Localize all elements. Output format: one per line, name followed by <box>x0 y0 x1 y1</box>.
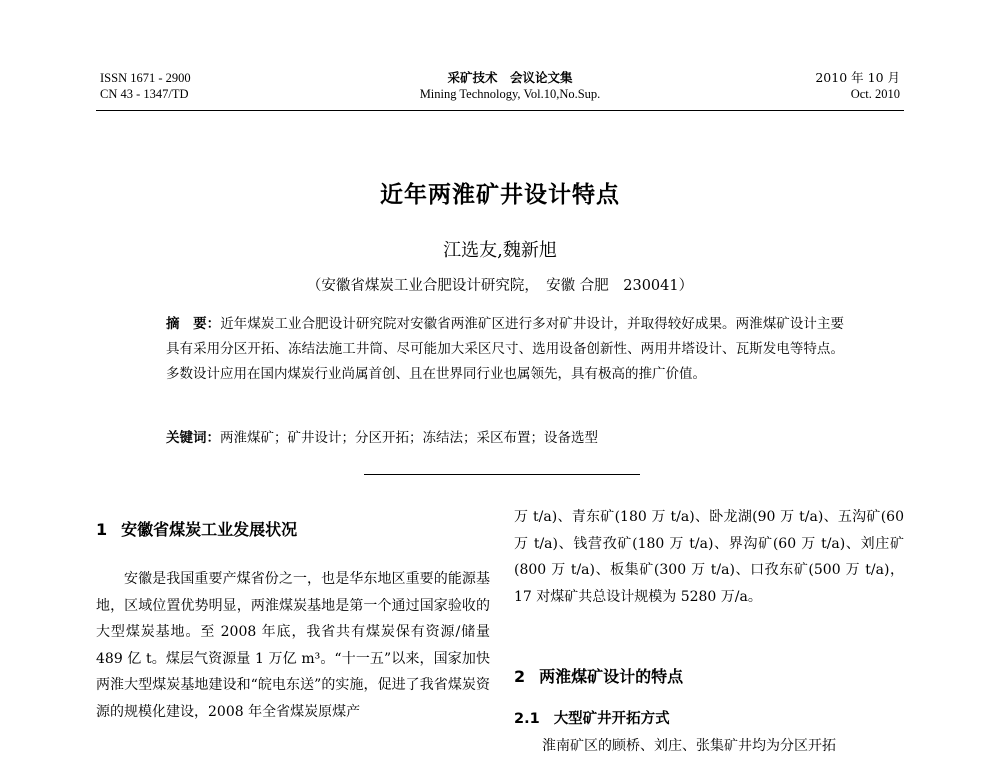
subsection-2-1-number: 2.1 <box>514 711 540 727</box>
keywords <box>166 426 844 451</box>
keywords-text: 两淮煤矿；矿井设计；分区开拓；冻结法；采区布置；设备选型 <box>220 430 598 446</box>
abstract <box>166 312 844 387</box>
journal-name-cn: 采矿技术 会议论文集 <box>447 70 573 85</box>
section-2-paragraph: 淮南矿区的顾桥、刘庄、张集矿井均为分区开拓 <box>542 738 836 754</box>
abstract-text: 近年煤炭工业合肥设计研究院对安徽省两淮矿区进行多对矿井设计，并取得较好成果。两淮煤矿设计主要具有采用分区开拓、冻结法施工井筒、尽可能加大采区尺寸、选用设备创新性、两用井塔设计、瓦斯发电等特点。多数设计应用在国内煤炭行业尚属首创、且在世界同行业也属领先，具有极高的推广价值。 <box>166 316 845 382</box>
date-en: Oct. 2010 <box>850 87 900 101</box>
issn: ISSN 1671 - 2900 <box>100 71 191 85</box>
subsection-2-1-heading <box>514 707 670 728</box>
abstract-label: 摘 要： <box>166 316 221 332</box>
section-1-paragraph: 安徽是我国重要产煤省份之一，也是华东地区重要的能源基地，区域位置优势明显，两淮煤炭基地是第一个通过国家验收的大型煤炭基地。至 2008 年底，我省共有煤炭保有资源/储量 489 亿 t。煤层气资源量 1 万亿 m³。“十一五”以来，国家加快两淮大型煤炭基地建设和“皖电东送”的实施，促进了我省煤炭资源的规模化建设，2008 年全省煤炭原煤产 <box>96 571 490 720</box>
cn-number: CN 43 - 1347/TD <box>100 87 189 101</box>
section-2-heading <box>514 664 683 687</box>
paper-title: 近年两淮矿井设计特点 <box>380 182 620 208</box>
left-column <box>96 566 490 725</box>
header-journal-block <box>380 70 640 102</box>
section-1-number: 1 <box>96 520 108 539</box>
abstract-divider <box>364 474 640 475</box>
right-column-continuation: 万 t/a)、青东矿(180 万 t/a)、卧龙湖(90 万 t/a)、五沟矿(60 万 t/a)、钱营孜矿(180 万 t/a)、界沟矿(60 万 t/a)、刘庄矿(800 万 t/a)、板集矿(300 万 t/a)、口孜东矿(500 万 t/a)，17 对煤矿共总设计规模为 5280 万/a。 <box>514 509 904 605</box>
section-2-number: 2 <box>514 667 526 686</box>
paper-authors: 江选友,魏新旭 <box>443 240 557 261</box>
subsection-2-1-title: 大型矿井开拓方式 <box>553 711 670 727</box>
header-date-block <box>815 70 900 102</box>
keywords-label: 关键词： <box>166 430 220 446</box>
section-2-body <box>514 733 904 760</box>
section-1-title: 安徽省煤炭工业发展状况 <box>121 520 298 539</box>
section-2-title: 两淮煤矿设计的特点 <box>539 667 684 686</box>
right-column <box>514 504 904 610</box>
section-1-heading <box>96 517 297 540</box>
header-divider <box>96 110 904 111</box>
paper-affiliation: （安徽省煤炭工业合肥设计研究院， 安徽 合肥 230041） <box>306 278 694 294</box>
journal-name-en: Mining Technology, Vol.10,No.Sup. <box>419 87 601 101</box>
date-cn: 2010 年 10 月 <box>815 70 900 85</box>
header-issn-block <box>100 70 191 102</box>
